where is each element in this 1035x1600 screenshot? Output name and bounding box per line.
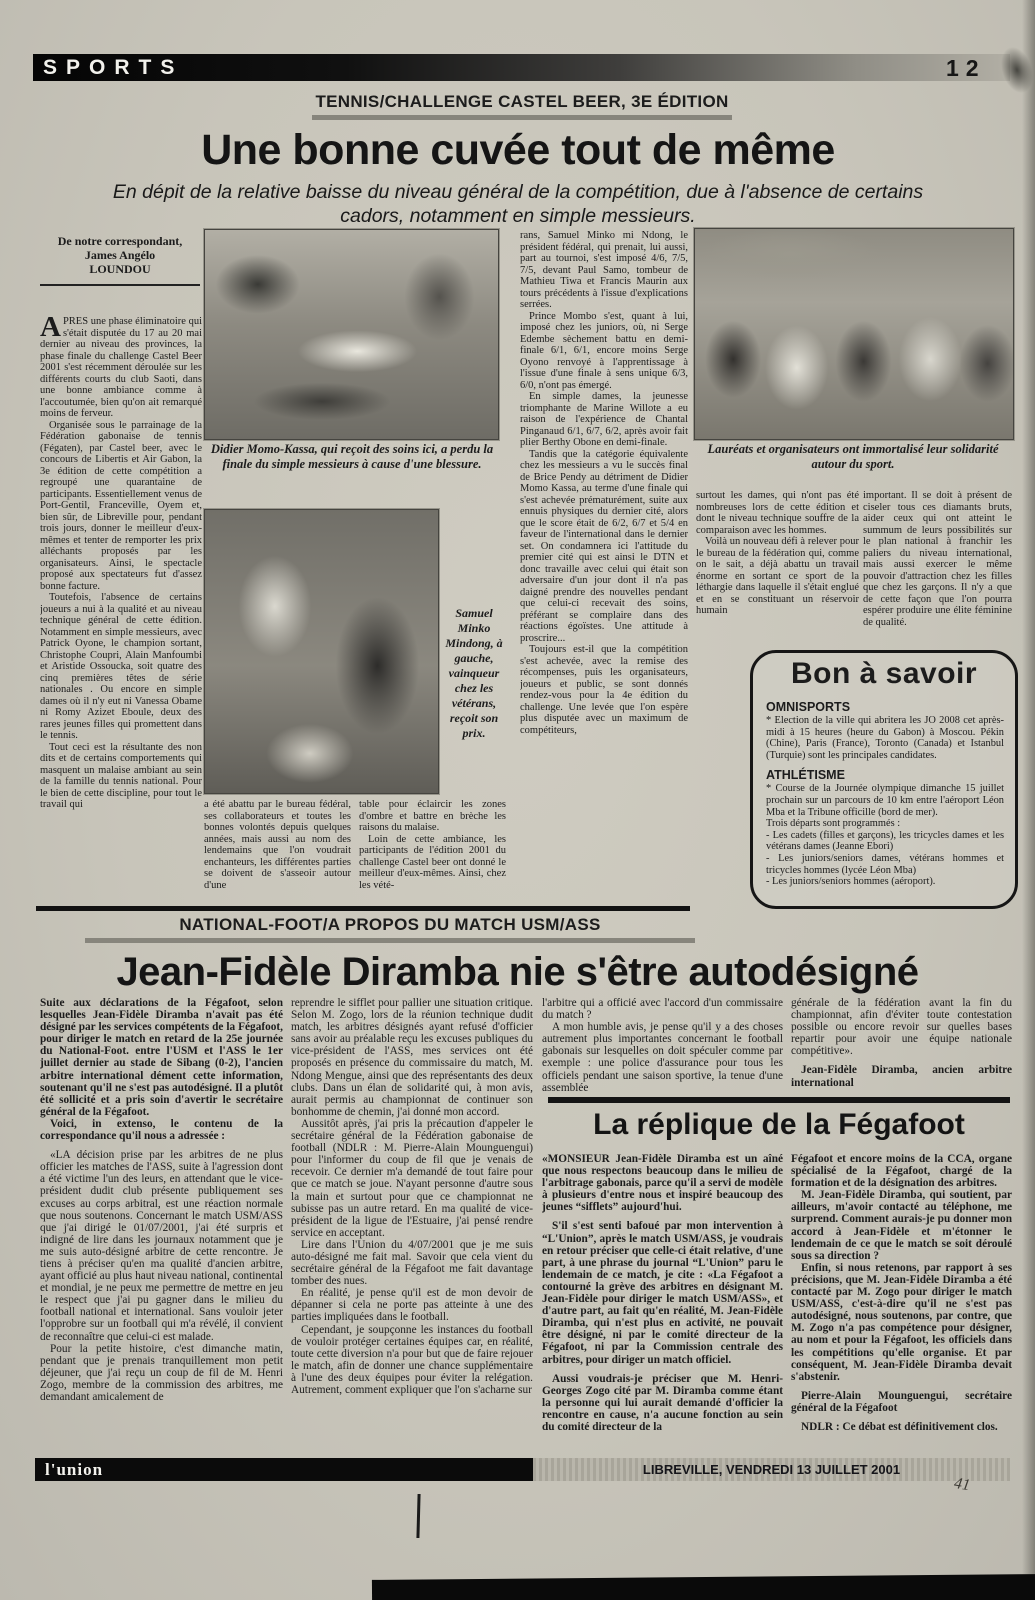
- footer-dateline-bar: [533, 1458, 1010, 1481]
- byline-line: De notre correspondant,: [57, 234, 183, 248]
- info-box-title: Bon à savoir: [790, 657, 978, 690]
- paragraph: surtout les dames, qui n'ont pas été nombreuses lors de cette édition et dont le niveau technique souffre de la comparaison avec les hommes.: [696, 490, 859, 536]
- letter-signature: Jean-Fidèle Diramba, ancien arbitre international: [791, 1064, 1012, 1089]
- foot-kicker-rule: [85, 938, 695, 943]
- footer-dateline: LIBREVILLE, VENDREDI 13 JUILLET 2001: [642, 1462, 901, 1477]
- paragraph: table pour éclaircir les zones d'ombre et battre en brèche les raisons du malaise.: [359, 799, 506, 833]
- info-paragraph: * Course de la Journée olympique dimanche 15 juillet prochain sur un parcours de 10 km entre l'aéroport Léon Mba et la Tribune officille (bord de mer).: [766, 783, 1004, 818]
- info-paragraph: - Les cadets (filles et garçons), les tricycles dames et les vétérans dames (Jeanne Ebori): [766, 829, 1004, 853]
- paragraph: Voilà un nouveau défi à relever pour le bureau de la fédération qui, comme on le sait, a déjà abattu un travail énorme en sortant ce sport de la léthargie dans laquelle il s'était englué et en se constituant un réservoir humain: [696, 536, 859, 616]
- reply-paragraph: Aussi voudrais-je préciser que M. Henri-Georges Zogo cité par M. Diramba comme étant la personne qui lui aurait demandé d'officier la rencontre en cause, n'a aucune fonction au sein du comité directeur de la: [542, 1372, 783, 1433]
- tennis-kicker: TENNIS/CHALLENGE CASTEL BEER, 3E ÉDITION: [315, 92, 729, 111]
- info-paragraph: Trois départs sont programmés :: [766, 818, 901, 830]
- scan-stray-mark: [416, 1494, 420, 1538]
- section-banner: [33, 54, 1010, 81]
- paragraph: Toujours est-il que la compétition s'est achevée, avec la remise des récompenses, puis les organisateurs, joueurs et public, se sont donnés rendez-vous pour la 4e édition du challenge. Une levée que l'on espère plus disputée avec un maximum de compétiteurs,: [520, 644, 688, 736]
- photo3-caption: Lauréats et organisateurs ont immortalisé leur solidarité autour du sport.: [707, 442, 999, 471]
- tennis-byline: [40, 234, 200, 286]
- photo-tennis-injury: [204, 229, 499, 440]
- paragraph: Toutefois, l'absence de certains joueurs a nui à la qualité et au niveau technique général de cette édition. Notamment en simple messieurs, avec Patrick Oyone, le champion sortant, Christophe Coupri, Alain Manfoumbi et Aristide Ossoucka, soit quatre des cinq premières têtes de série nationales . Ou encore en simple dames où il n'y eut ni Vanessa Obame ni Romy Azizet Eboule, deux des rares jeunes filles qui promettent dans le tennis.: [40, 592, 202, 741]
- paragraph: APRES une phase éliminatoire qui s'était disputée du 17 au 20 mai dernier au niveau des provinces, la phase finale du challenge Castel Beer 2001 s'est récemment déroulée sur les différents courts du club Saoti, dans une bonne ambiance comme à l'accoutumée, bien qu'on ait remarqué moins de ferveur.: [40, 316, 202, 419]
- reply-paragraph: M. Jean-Fidèle Diramba, qui soutient, par ailleurs, m'avoir contacté au téléphone, me surprend. Comment aurais-je pu donner mon accord à Jean-Fidèle et m'étonner le lendemain de ce que le match se soit déroulé sous sa direction ?: [791, 1189, 1012, 1262]
- scan-edge-shadow: [1022, 0, 1035, 1600]
- foot-column-1: [40, 997, 283, 1457]
- reply-paragraph: Enfin, si nous retenons, par rapport à ses précisions, que M. Jean-Fidèle Diramba a été contacté par M. Zogo pour diriger le match USM/ASS, c'est-à-dire qu'il ne s'est pas autodésigné, nous soutenons, par contre, que M. Zogo n'a pas compétence pour désigner, au nom et pour la Fégafoot, les officiels dans les compétitions qu'elle organise. Et par conséquent, M. Jean-Fidèle Diramba devait s'abstenir.: [791, 1261, 1012, 1383]
- photo2-caption: Samuel Minko Mindong, à gauche, vainqueur chez les vétérans, reçoit son prix.: [445, 606, 503, 740]
- scan-bottom-band: [372, 1574, 1035, 1600]
- foot-column-2: [291, 997, 533, 1457]
- letter-paragraph: Pour la petite histoire, c'est dimanche matin, pendant que je prenais tranquillement mon petit déjeuner, que j'ai reçu un coup de fil de M. Henri Zogo, membre de la commission des arbitres, me demandant amicalement de: [40, 1342, 283, 1403]
- ndlr-note: NDLR : Ce débat est définitivement clos.: [801, 1420, 998, 1433]
- letter-paragraph: A mon humble avis, je pense qu'il y a des choses autrement plus importantes concernant le football gabonais sur lesquelles on doit spéculer comme par exemple : une police d'assurance pour tous les officiels pendant une saison sportive, la tenue d'une assemblée: [542, 1021, 783, 1094]
- page-number: 12: [946, 55, 986, 81]
- info-section-header: ATHLÉTISME: [766, 768, 845, 783]
- paragraph: important. Il se doit à présent de ciseler tous ces diamants bruts, aider ceux qui ont atteint le summum de leurs possibilités sur le plan national à franchir les paliers du niveau international, mais aussi exercer le même pouvoir d'attraction chez les filles que chez les garçons. Il n'y a que de cette façon que l'on pourra espérer produire une élite féminine de qualité.: [863, 490, 1012, 628]
- paragraph: Prince Mombo s'est, quant à lui, imposé chez les juniors, où, ni Serge Edembe sèchement battu en demi-finale 6/1, 6/1, encore moins Serge Oyono renvoyé à l'apprentissage à l'issue d'une finale à sens unique 6/3, 6/0, n'ont pas émergé.: [520, 310, 688, 391]
- reply-signature: Pierre-Alain Mounguengui, secrétaire général de la Fégafoot: [791, 1389, 1012, 1414]
- byline-line: LOUNDOU: [89, 262, 151, 276]
- foot-headline: Jean-Fidèle Diramba nie s'être autodésigné: [116, 950, 919, 994]
- pen-mark: 41: [952, 1474, 972, 1495]
- intro-paragraph: Suite aux déclarations de la Fégafoot, selon lesquelles Jean-Fidèle Diramba n'avait pas été désigné par les services compétents de la Fégafoot, pour diriger le match en retard de la 25e journée du National-Foot. entre l'USM et l'ASS le 1er juillet dernier au stade de Sibang (0-2), l'ancien arbitre international dément cette information, soutenant qu'il ne s'est pas autodésigné. Il a plutôt été sollicité et a pris soin d'avertir le secrétaire général de la Fégafoot.: [40, 997, 283, 1118]
- reply-paragraph: Fégafoot et encore moins de la CCA, organe spécialisé de la Fégafoot, chargé de la formation et de la désignation des arbitres.: [791, 1153, 1012, 1190]
- drop-cap: A: [40, 316, 61, 343]
- article-divider-rule: [36, 906, 690, 911]
- tennis-mini-column-a: [204, 799, 351, 907]
- paragraph: Loin de cette ambiance, les participants de l'édition 2001 du challenge Castel beer ont donné le meilleur d'eux-mêmes. Ainsi, chez les vété-: [359, 833, 506, 891]
- byline-line: James Angélo: [84, 248, 156, 262]
- foot-column-3-top: [542, 997, 783, 1095]
- footer-brand: l'union: [45, 1459, 104, 1479]
- letter-paragraph: En réalité, je pense qu'il est de mon devoir de dépanner si cela ne porte pas atteinte à une des parties impliquées dans le football.: [291, 1287, 533, 1324]
- info-paragraph: - Les juniors/seniors dames, vétérans hommes et tricycles hommes (lycée Léon Mba): [766, 852, 1004, 876]
- info-paragraph: * Election de la ville qui abritera les JO 2008 cet après-midi à 15 heures (heure du Gabon) à Moscou. Pékin (Chine), Paris (France), Toronto (Canada) et Istanbul (Turquie) sont les principales candidates.: [766, 715, 1004, 761]
- reply-paragraph: «MONSIEUR Jean-Fidèle Diramba est un aîné que nous respectons beaucoup dans le milieu de l'arbitrage gabonais, parce qu'il a servi de modèle à plusieurs d'entre nous et inspiré beaucoup des jeunes “sifflets” aujourd'hui.: [542, 1153, 783, 1214]
- tennis-column-4: [520, 230, 688, 906]
- info-box-body: [753, 691, 1015, 888]
- letter-paragraph: Aussitôt après, j'ai pris la précaution d'appeler le secrétaire général de la Fédération gabonaise de football (NDLR : M. Pierre-Alain Mounguengui) pour l'informer du coup de fil que je venais de recevoir. Ce dernier m'a demandé de tout faire pour que ce match se joue. N'ayant personne d'autre sous la main et surtout pour que ce championnat ne subisse pas un autre retard. En ma qualité de vice-président de la ligue de l'Estuaire, j'ai pensé rendre service en acceptant.: [291, 1117, 533, 1239]
- photo-group-laureates: [694, 228, 1014, 440]
- tennis-headline: Une bonne cuvée tout de même: [201, 126, 835, 174]
- section-label: SPORTS: [43, 55, 184, 79]
- paragraph: Tandis que la catégorie équivalente chez les messieurs a vu le succès final de Brice Pendy au détriment de Didier Momo Kassa, au terme d'une finale qui s'est achevée prématurément, suite aux ennuis physiques du dernier cité, alors que le score était de 6/2, 6/7 et 5/4 en faveur de l'international dans le dernier set. On condamnera ici l'attitude du premier cité qui est ainsi le DTN et donc travaille avec celui qui était son adversaire d'un jour dont il n'a pas daigné prendre des nouvelles pendant que celui-ci recevait des soins, préférant se complaire dans des réactions égoïstes. Une attitude à proscrire...: [520, 448, 688, 644]
- photo1-caption: Didier Momo-Kassa, qui reçoit des soins ici, a perdu la finale du simple messieurs à cause d'une blessure.: [210, 442, 494, 471]
- foot-column-4-reply: [791, 1153, 1012, 1455]
- letter-paragraph: «LA décision prise par les arbitres de ne plus officier les matches de l'ASS, suite à l'agression dont a été victime l'un des leurs, en attendant que le vice-président dudit club présente publiquement ses excuses au corps arbitral, est une réaction normale que nous soutenons. Concernant le match USM/ASS que j'ai dirigé le 01/07/2001, j'ai été surpris et indigné de lire dans les journaux notamment que je me suis auto-désigné arbitre de cette rencontre. Je tiens à préciser qu'en ma qualité d'ancien arbitre, ayant officié au plus haut niveau national, continental et mondial, je ne peux me permettre de mettre en jeu le respect que j'ai pu gagner dans le milieu du football national et international. Sans vouloir jeter l'opprobre sur un football qui m'a révélé, il convient de reconnaître que celui-ci est malade.: [40, 1149, 283, 1343]
- letter-paragraph: générale de la fédération avant la fin du championnat, afin d'éviter toute contestation possible ou encore revoir sur quelles bases repartir pour avoir une équipe nationale compétitive».: [791, 997, 1012, 1058]
- tennis-column-5: [696, 490, 859, 646]
- letter-paragraph: Lire dans l'Union du 4/07/2001 que je me suis auto-désigné me fait mal. Savoir que cela vient du secrétaire général de la Fégafoot me fait davantage tomber des nues.: [291, 1238, 533, 1288]
- paragraph: rans, Samuel Minko mi Ndong, le président fédéral, qui prenait, lui aussi, part au tournoi, s'est imposé 4/6, 7/5, 7/5, devant Paul Samo, tombeur de Mathieu Tiwa et Francis Maurin aux tours précédents à l'issue d'explications serrées.: [520, 230, 688, 310]
- intro-paragraph: Voici, in extenso, le contenu de la correspondance qu'il nous a adressée :: [40, 1117, 283, 1143]
- tennis-standfirst: En dépit de la relative baisse du niveau général de la compétition, due à l'absence de certains cadors, notamment en simple messieurs.: [112, 181, 924, 227]
- reply-paragraph: S'il s'est senti bafoué par mon intervention à “L'Union”, après le match USM/ASS, je voudrais en retour préciser que celle-ci était relative, d'une part, à une phrase du journal “L'Union” paru le lendemain de ce match, je cite : «La Fégafoot a contourné la grève des arbitres en désignant M. Jean-Fidèle pour diriger le match USM/ASS», et d'autre part, au fait qu'en réalité, M. Jean-Fidèle Diramba, qui n'est plus en activité, ne pouvait être désigné, ni par le comité directeur de la Fégafoot, ni par la Commission centrale des arbitres, pour diriger un match officiel.: [542, 1220, 783, 1366]
- paragraph: Tout ceci est la résultante des non dits et de certains comportements qui masquent un malaise ambiant au sein de la famille du tennis national. Pour le bien de cette discipline, pour tout le travail qui: [40, 741, 202, 810]
- paragraph: a été abattu par le bureau fédéral, ses collaborateurs et toutes les bonnes volontés depuis quelques années, mais aussi au nom des lendemains que l'on voudrait enchanteurs, les différentes parties se doivent de s'asseoir autour d'une: [204, 799, 351, 891]
- replique-rule: [548, 1097, 1010, 1103]
- foot-column-4-top: [791, 997, 1012, 1102]
- tennis-column-6: [863, 490, 1012, 646]
- photo-trophy-presentation: [204, 509, 439, 794]
- tennis-mini-column-b: [359, 799, 506, 907]
- letter-paragraph: l'arbitre qui a officié avec l'accord d'un commissaire du match ?: [542, 997, 783, 1022]
- tennis-column-1: [40, 316, 202, 908]
- foot-kicker-block: [85, 915, 695, 943]
- letter-paragraph: Cependant, je soupçonne les instances du football de vouloir protéger certaines équipes car, en réalité, toute cette diversion n'a pour but que de faire rejouer le match, afin de donner une chance supplémentaire à l'une des deux équipes pour éviter la relégation. Autrement, comment expliquer que l'on s'acharne sur: [291, 1323, 533, 1396]
- tennis-kicker-rule: [312, 115, 732, 120]
- info-box-bon-a-savoir: [750, 650, 1018, 909]
- replique-headline: La réplique de la Fégafoot: [593, 1108, 965, 1141]
- letter-paragraph: reprendre le sifflet pour pallier une situation critique. Selon M. Zogo, lors de la réunion technique dudit match, les arbitres désignés ayant refusé d'officier sans avoir au préalable reçu les excuses publiques du vice-président de l'ASS, mes services ont été proposés en présence du commissaire du match, M. Ndong Mengue, ainsi que des représentants des deux clubs. Dans un élan de solidarité qui, à mon avis, aurait permis au championnat de continuer son bonhomme de chemin, j'ai donné mon accord.: [291, 997, 533, 1118]
- paragraph: En simple dames, la jeunesse triomphante de Marine Willote a eu raison de l'expérience de Chantal Pinganaud 6/1, 6/7, 6/2, après avoir fait plier Berthy Obone en demi-finale.: [520, 391, 688, 448]
- footer-brand-bar: [35, 1458, 533, 1481]
- foot-column-3-reply: [542, 1153, 783, 1455]
- tennis-kicker-block: [312, 92, 732, 120]
- paragraph: Organisée sous le parrainage de la Fédération gabonaise de tennis (Fégaten), par Castel beer, avec le concours de Libertis et Air Gabon, la 3e édition de cette compétition a regroupé une quarantaine de participants. Essentiellement venus de Port-Gentil, Franceville, Oyem et, bien sûr, de Libreville pour, pendant trois jours, donner le meilleur d'eux-mêmes et tenter de remporter les prix alléchants proposés par les organisateurs. Ainsi, le spectacle proposé aux spectateurs fut d'assez bonne facture.: [40, 419, 202, 592]
- info-section-header: OMNISPORTS: [766, 700, 851, 714]
- info-paragraph: - Les juniors/seniors hommes (aéroport).: [766, 876, 936, 888]
- foot-kicker: NATIONAL-FOOT/A PROPOS DU MATCH USM/ASS: [179, 915, 601, 934]
